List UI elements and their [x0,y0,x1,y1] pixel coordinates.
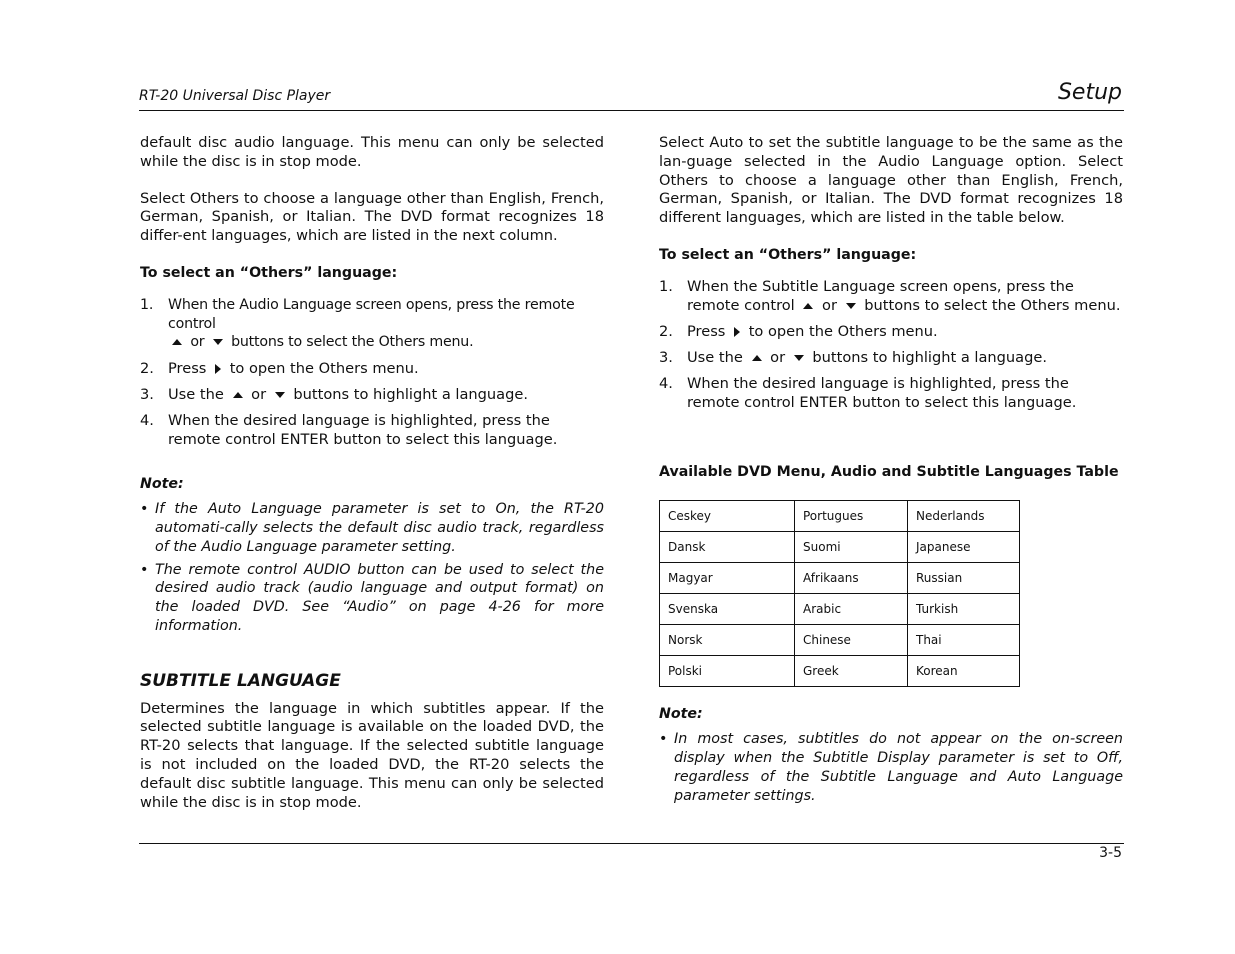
step-text: When the Audio Language screen opens, press the remote control [168,296,575,332]
right-steps-list [659,278,1123,413]
step-text: buttons to highlight a language. [293,385,528,403]
table-cell: Dansk [660,532,795,563]
down-arrow-icon [275,392,285,398]
footer-rule [139,843,1124,844]
step-text: buttons to select the Others menu. [864,296,1121,314]
table-cell: Magyar [660,563,795,594]
table-row [660,501,1020,532]
table-cell: Polski [660,656,795,687]
right-notes-list [659,730,1123,805]
note-title: Note: [659,706,703,723]
up-arrow-icon [233,392,243,398]
step-number: 2. [659,322,673,340]
table-cell: Turkish [908,594,1020,625]
step-text: Press [687,322,726,340]
up-arrow-icon [752,355,762,361]
subtitle-language-heading: SUBTITLE LANGUAGE [140,670,341,691]
list-item [140,500,604,556]
header-rule [139,110,1124,111]
section-title: Setup [1057,80,1122,105]
list-item [140,360,604,379]
step-text: to open the Others menu. [229,359,419,377]
step-text: When the Subtitle Language screen opens, press the remote control [687,277,1074,314]
up-arrow-icon [172,339,182,345]
table-cell: Korean [908,656,1020,687]
step-text: Use the [687,349,743,367]
table-cell: Afrikaans [795,563,908,594]
left-others-heading: To select an “Others” language: [140,264,398,281]
step-number: 3. [140,385,154,403]
table-cell: Norsk [660,625,795,656]
table-row [660,625,1020,656]
step-text-or: or [770,349,786,367]
note-title: Note: [140,476,184,493]
step-text: buttons to highlight a language. [812,349,1047,367]
right-paragraph-1: Select Auto to set the subtitle language to be the same as the lan-guage selected in the Audio Language option. Select Others to choose a language other than English, French, German, Spanish, or Italian. The DVD format recognizes 18 different languages, which are listed in the table below. [659,134,1123,227]
table-row [660,532,1020,563]
step-text: buttons to select the Others menu. [231,334,474,351]
right-arrow-icon [734,327,740,337]
table-row [660,563,1020,594]
table-row [660,594,1020,625]
down-arrow-icon [794,355,804,361]
page-number: 3-5 [1099,845,1122,861]
table-cell: Thai [908,625,1020,656]
step-number: 1. [659,277,673,295]
note-text: If the Auto Language parameter is set to On, the RT-20 automati-cally selects the default disc audio track, regardless of the Audio Language parameter setting. [155,501,604,555]
list-item [140,561,604,636]
step-text: Press [168,359,207,377]
table-cell: Suomi [795,532,908,563]
subtitle-language-body: Determines the language in which subtitles appear. If the selected subtitle language is available on the loaded DVD, the RT-20 selects that language. If the selected subtitle language is not included on the loaded DVD, the RT-20 selects the default disc subtitle language. This menu can only be selected while the disc is in stop mode. [140,699,604,811]
right-others-heading: To select an “Others” language: [659,246,917,263]
languages-table-title: Available DVD Menu, Audio and Subtitle Languages Table [659,463,1119,480]
step-text: When the desired language is highlighted, press the remote control ENTER button to select this language. [168,412,558,449]
table-cell: Greek [795,656,908,687]
table-cell: Chinese [795,625,908,656]
list-item [140,296,604,352]
document-title: RT-20 Universal Disc Player [139,88,331,104]
table-cell: Japanese [908,532,1020,563]
right-column [659,134,1123,809]
down-arrow-icon [846,303,856,309]
left-steps-list [140,296,604,450]
table-cell: Arabic [795,594,908,625]
step-number: 2. [140,359,154,377]
languages-table [659,500,1020,687]
bullet: • [659,731,668,748]
list-item [659,730,1123,805]
right-arrow-icon [215,364,221,374]
list-item [140,386,604,405]
table-cell: Ceskey [660,501,795,532]
left-paragraph-1: default disc audio language. This menu can only be selected while the disc is in stop mode. [140,134,604,170]
table-cell: Svenska [660,594,795,625]
left-notes-list [140,500,604,636]
up-arrow-icon [803,303,813,309]
left-column [140,134,604,812]
list-item [659,278,1123,316]
left-paragraph-2: Select Others to choose a language other than English, French, German, Spanish, or Italian. The DVD format recognizes 18 differ-ent languages, which are listed in the next column. [140,189,604,245]
bullet: • [140,561,149,578]
note-text: In most cases, subtitles do not appear on the on-screen display when the Subtitle Display parameter is set to Off, regardless of the Subtitle Language and Auto Language parameter settings. [674,731,1123,804]
table-cell: Portugues [795,501,908,532]
step-number: 4. [659,375,673,393]
step-text-or: or [190,334,205,351]
list-item [659,349,1123,368]
list-item [140,412,604,450]
table-row [660,656,1020,687]
note-text: The remote control AUDIO button can be used to select the desired audio track (audio language and output format) on the loaded DVD. See “Audio” on page 4-26 for more information. [155,561,604,634]
step-text: to open the Others menu. [748,322,938,340]
step-number: 1. [140,296,154,313]
list-item [659,323,1123,342]
step-number: 3. [659,349,673,367]
step-number: 4. [140,412,154,430]
table-cell: Russian [908,563,1020,594]
table-cell: Nederlands [908,501,1020,532]
bullet: • [140,501,149,518]
list-item [659,375,1123,413]
step-text-or: or [822,296,837,314]
down-arrow-icon [213,339,223,345]
step-text-or: or [251,385,267,403]
step-text: When the desired language is highlighted, press the remote control ENTER button to select this language. [687,375,1077,412]
step-text: Use the [168,385,224,403]
